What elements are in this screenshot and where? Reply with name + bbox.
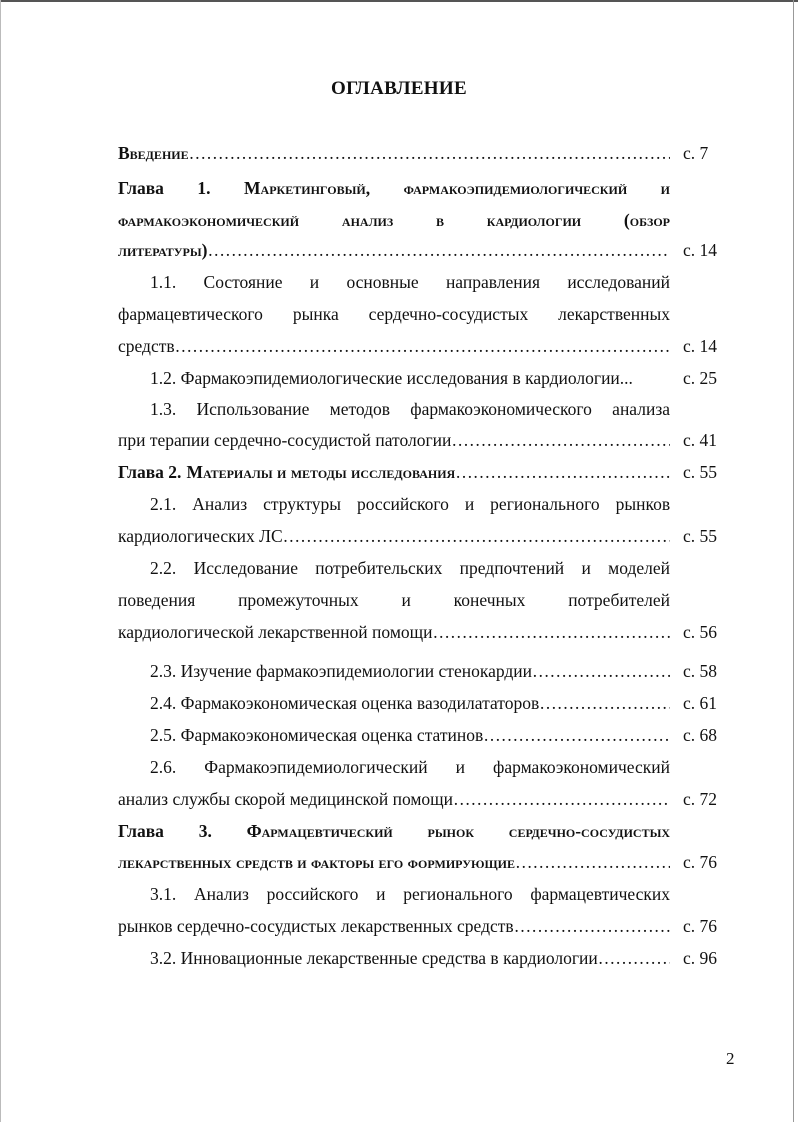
leader-dots (598, 948, 670, 969)
leader-dots (455, 462, 670, 483)
toc-entry-intro: Введение …………………………………………………………………………………………………………………………………………… (118, 143, 670, 164)
leader-dots (515, 852, 670, 873)
toc-entry-1-2: 1.2. Фармакоэпидемиологические исследования в кардиологии... (150, 368, 633, 388)
toc-page-2-2: с. 56 (683, 622, 718, 642)
toc-entry-2-1-line2: кардиологических ЛС …………………………………………………………………………………………………………………………………………… (118, 526, 670, 547)
leader-dots (207, 240, 670, 261)
toc-entry-ch3-line1: Глава 3. Фармацевтический рынок сердечно-сосудистых (118, 821, 670, 841)
toc-page-3-2: с. 96 (683, 948, 718, 968)
toc-entry-3-1-line1: 3.1. Анализ российского и регионального фармацевтических (150, 884, 670, 904)
leader-dots (189, 143, 670, 164)
leader-dots (514, 916, 670, 937)
toc-page-ch3: с. 76 (683, 852, 718, 872)
toc-entry-1-3-line2: при терапии сердечно-сосудистой патологии …………………………………………………………………………………………………………………………………………… (118, 430, 670, 451)
leader-dots (432, 622, 670, 643)
toc-entry-1-1-line1: 1.1. Состояние и основные направления исследований (150, 272, 670, 292)
toc-entry-2-5: 2.5. Фармакоэкономическая оценка статинов …………………………………………………………………………………………………………………………………………… (150, 725, 670, 746)
toc-entry-1-1-line3: средств …………………………………………………………………………………………………………………………………………… (118, 336, 670, 357)
toc-page-2-3: с. 58 (683, 661, 718, 681)
toc-page-2-6: с. 72 (683, 789, 718, 809)
leader-dots (283, 526, 670, 547)
toc-page-3-1: с. 76 (683, 916, 718, 936)
toc-entry-2-3: 2.3. Изучение фармакоэпидемиологии стенокардии …………………………………………………………………………………………………………………………………………… (150, 661, 670, 682)
leader-dots (532, 661, 670, 682)
toc-page-2-4: с. 61 (683, 693, 718, 713)
page-number: 2 (726, 1049, 735, 1068)
toc-entry-ch1-line2: фармакоэкономический анализ в кардиологии (обзор (118, 210, 670, 230)
toc-entry-3-2: 3.2. Инновационные лекарственные средства в кардиологии …………………………………………………………………………………………………………………………………………… (150, 948, 670, 969)
toc-page-1-2: с. 25 (683, 368, 718, 388)
toc-page-2-5: с. 68 (683, 725, 718, 745)
toc-entry-2-2-line1: 2.2. Исследование потребительских предпочтений и моделей (150, 558, 670, 578)
toc-entry-1-3-line1: 1.3. Использование методов фармакоэкономического анализа (150, 399, 670, 419)
page-title: ОГЛАВЛЕНИЕ (331, 78, 467, 99)
toc-entry-2-2-line3: кардиологической лекарственной помощи …………………………………………………………………………………………………………………………………………… (118, 622, 670, 643)
toc-entry-ch1-line3: литературы) …………………………………………………………………………………………………………………………………………… (118, 240, 670, 261)
page-left-edge (0, 0, 1, 1122)
leader-dots (451, 430, 670, 451)
toc-entry-3-1-line2: рынков сердечно-сосудистых лекарственных средств …………………………………………………………………………………………………………………………………………… (118, 916, 670, 937)
toc-page-1-3: с. 41 (683, 430, 718, 450)
leader-dots (483, 725, 670, 746)
toc-entry-2-4: 2.4. Фармакоэкономическая оценка вазодилататоров …………………………………………………………………………………………………………………………………………… (150, 693, 670, 714)
leader-dots (175, 336, 670, 357)
toc-page-2-1: с. 55 (683, 526, 718, 546)
toc-page-intro: с. 7 (683, 143, 709, 163)
leader-dots (539, 693, 670, 714)
toc-page-ch2: с. 55 (683, 462, 718, 482)
toc-page-1-1: с. 14 (683, 336, 718, 356)
page-top-edge (0, 0, 798, 2)
toc-entry-2-6-line1: 2.6. Фармакоэпидемиологический и фармакоэкономический (150, 757, 670, 777)
toc-entry-2-2-line2: поведения промежуточных и конечных потребителей (118, 590, 670, 610)
toc-entry-2-1-line1: 2.1. Анализ структуры российского и регионального рынков (150, 494, 670, 514)
toc-entry-ch3-line2: лекарственных средств и факторы его формирующие …………………………………………………………………………………………………………………………………………… (118, 852, 670, 873)
toc-entry-2-6-line2: анализ службы скорой медицинской помощи …………………………………………………………………………………………………………………………………………… (118, 789, 670, 810)
toc-page-ch1: с. 14 (683, 240, 718, 260)
page-right-edge (793, 0, 794, 1122)
leader-dots (453, 789, 670, 810)
toc-entry-1-1-line2: фармацевтического рынка сердечно-сосудистых лекарственных (118, 304, 670, 324)
toc-entry-ch1-line1: Глава 1. Маркетинговый, фармакоэпидемиологический и (118, 178, 670, 198)
toc-entry-ch2: Глава 2. Материалы и методы исследования …………………………………………………………………………………………………………………………………………… (118, 462, 670, 483)
